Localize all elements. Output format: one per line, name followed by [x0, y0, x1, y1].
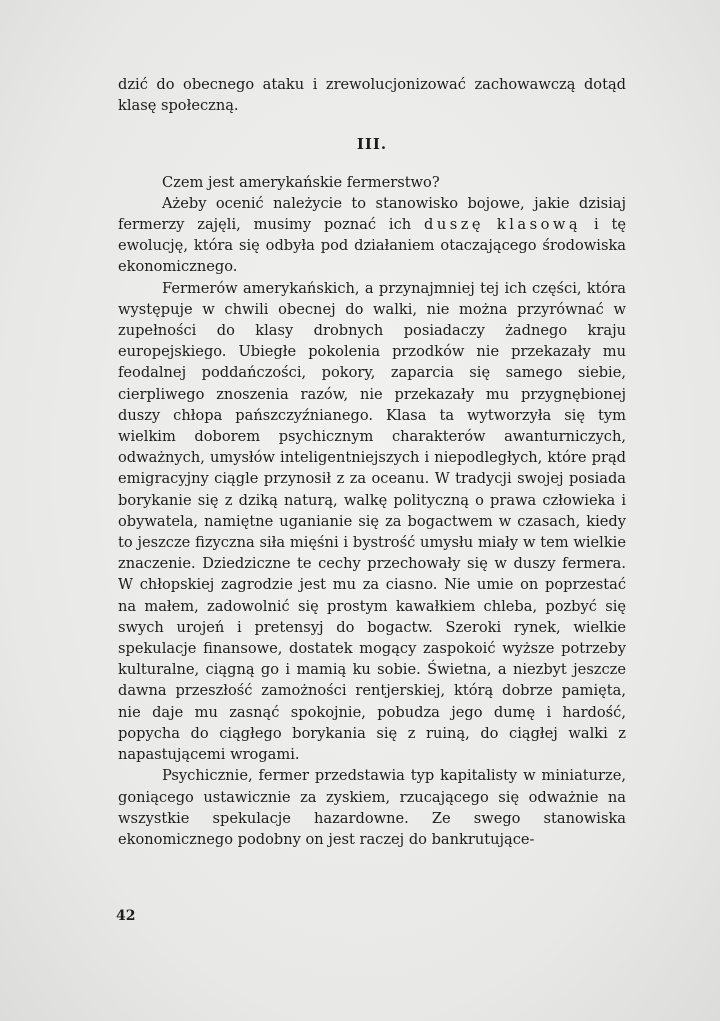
paragraph-1 — [118, 193, 626, 278]
paragraph-1-end: i tę ewolucję, która się odbyła pod działaniem otaczającego środowiska ekonomicznego. — [118, 216, 626, 276]
page-body — [118, 74, 626, 850]
question-line: Czem jest amerykańskie fermerstwo? — [162, 173, 440, 191]
paragraph-2: Fermerów amerykańskich, a przynajmniej tej ich części, która występuje w chwili obecnej do walki, nie można przyrównać w zupełności do klasy drobnych posiadaczy żadnego kraju europejskiego. Ubiegłe pokolenia przodków nie przekazały mu feodalnej poddańczości, pokory, zaparcia się samego siebie, cierpliwego znoszenia razów, nie przekazały mu przygnębionej duszy chłopa pańszczyźnianego. Klasa ta wytworzyła się tym wielkim doborem psychicznym charakterów awanturniczych, odważnych, umysłów inteligentniejszych i niepodległych, które prąd emigracyjny ciągle przynosił z za oceanu. W tradycji swojej posiada borykanie się z dziką naturą, walkę polityczną o prawa człowieka i obywatela, namiętne uganianie się za bogactwem w czasach, kiedy to jeszcze fizyczna siła mięśni i bystrość umysłu miały w tem wielkie znaczenie. Dziedziczne te cechy przechowały się w duszy fermera. W chłopskiej zagrodzie jest mu za ciasno. Nie umie on poprzestać na małem, zadowolnić się prostym kawałkiem chleba, pozbyć się swych urojeń i pretensyj do bogactw. Szeroki rynek, wielkie spekulacje finansowe, dostatek mogący zaspokoić wyższe potrzeby kulturalne, ciągną go i mamią ku sobie. Świetna, a niezbyt jeszcze dawna przeszłość zamożności rentjerskiej, którą dobrze pamięta, nie daje mu zasnąć spokojnie, pobudza jego dumę i hardość, popycha do ciągłego borykania się z ruiną, do ciągłej walki z napastującemi wrogami. — [118, 279, 626, 764]
paragraph-1-start: Ażeby ocenić należycie to stanowisko bojowe, jakie dzisiaj fermerzy zajęli, musimy poznać ich — [118, 194, 626, 234]
section-heading: III. — [356, 135, 388, 154]
emphasis-word-2: klasową — [496, 216, 582, 234]
continuation-paragraph: dzić do obecnego ataku i zrewolucjonizować zachowawczą dotąd klasę społeczną. — [118, 76, 626, 115]
page-number: 42 — [116, 908, 136, 924]
paragraph-3: Psychicznie, fermer przedstawia typ kapitalisty w miniaturze, goniącego ustawicznie za zyskiem, rzucającego się odważnie na wszystkie spekulacje hazardowne. Ze swego stanowiska ekonomicznego podobny on jest raczej do bankrutujące- — [118, 767, 626, 848]
emphasis-word-1: duszę — [424, 216, 485, 234]
